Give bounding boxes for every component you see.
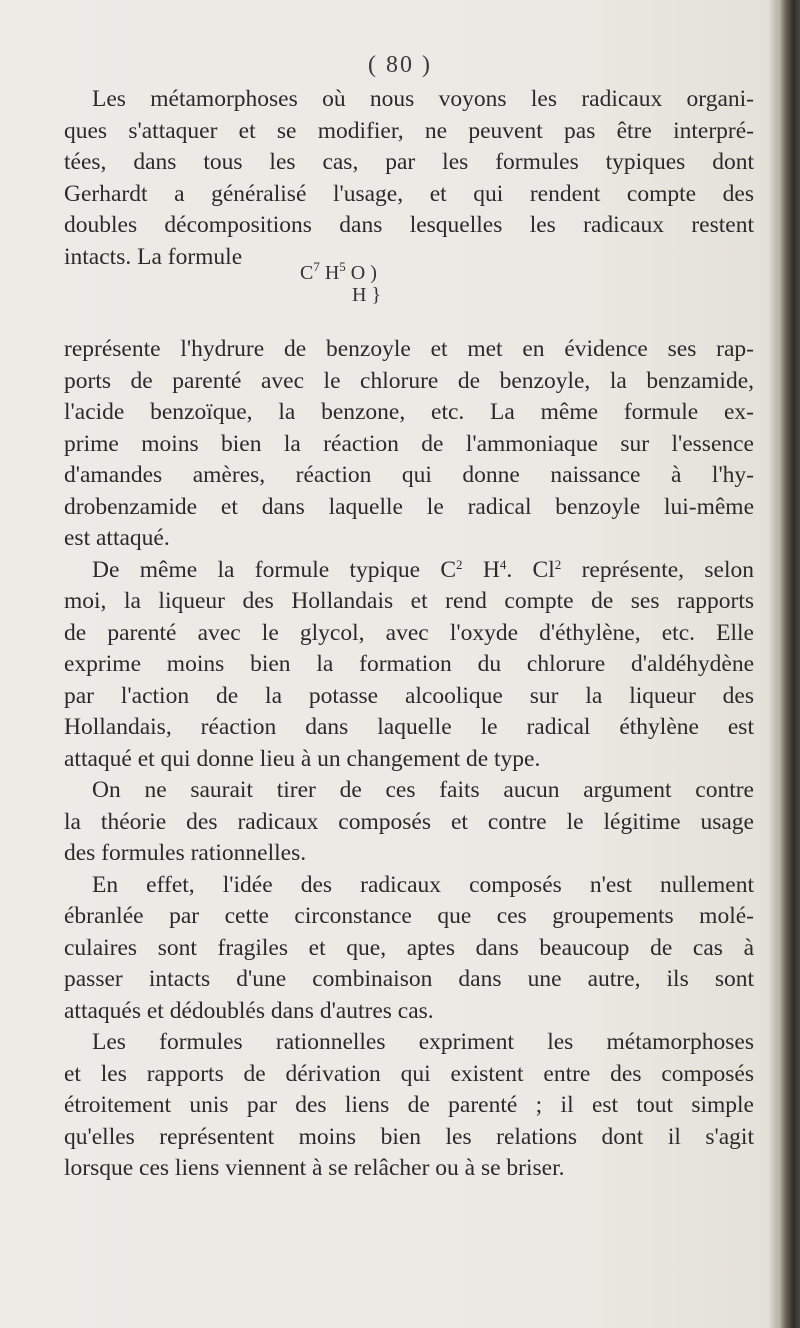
text-line: qu'elles représentent moins bien les relations dont il s'agit (64, 1123, 754, 1150)
text-line: intacts. La formule (64, 243, 243, 270)
text-line: passer intacts d'une combinaison dans une autre, ils sont (64, 966, 754, 992)
text-line: ques s'attaquer et se modifier, ne peuvent pas être interpré- (64, 117, 754, 144)
text-line: Les métamorphoses où nous voyons les radicaux organi- (92, 86, 754, 112)
text-line: de parenté avec le glycol, avec l'oxyde d'éthylène, etc. Elle (64, 619, 754, 646)
text-line: culaires sont fragiles et que, aptes dans beaucoup de cas à (64, 934, 754, 961)
text-line: moi, la liqueur des Hollandais et rend compte de ses rapports (64, 588, 754, 614)
text-line: par l'action de la potasse alcoolique sur la liqueur des (64, 682, 754, 709)
body-text (64, 334, 754, 1185)
text-line: Hollandais, réaction dans laquelle le radical éthylène est (64, 714, 754, 740)
text-line: Gerhardt a généralisé l'usage, et qui rendent compte des (64, 180, 754, 207)
text-line: est attaqué. (64, 525, 170, 551)
page-number: ( 80 ) (368, 52, 432, 78)
text-line: exprime moins bien la formation du chlorure d'aldéhydène (64, 651, 754, 677)
chemical-formula (300, 259, 382, 306)
text-line: l'acide benzoïque, la benzone, etc. La même formule ex- (64, 399, 754, 425)
text-line: prime moins bien la réaction de l'ammoniaque sur l'essence (64, 430, 754, 457)
book-binding-edge (778, 0, 800, 1328)
text-line: d'amandes amères, réaction qui donne naissance à l'hy- (64, 462, 754, 488)
text-line: ébranlée par cette circonstance que ces groupements molé- (64, 903, 754, 929)
text-line: et les rapports de dérivation qui existent entre des composés (64, 1060, 754, 1087)
text-line: attaqué et qui donne lieu à un changement de type. (64, 745, 541, 772)
text-line-formula: De même la formule typique $C^2$ $H^4$. Cl$^2$ représente, selon (92, 556, 754, 583)
text-line: attaqués et dédoublés dans d'autres cas. (64, 997, 434, 1024)
page-shadow (768, 0, 778, 1328)
formula-line-1: $C^7$ $H^5$ O ) (300, 259, 377, 284)
text-line: En effet, l'idée des radicaux composés n'est nullement (92, 871, 754, 898)
paragraph-1 (64, 84, 754, 273)
text-line: drobenzamide et dans laquelle le radical benzoyle lui-même (64, 493, 754, 520)
text-line: des formules rationnelles. (64, 840, 307, 866)
formula-line-2: H } (352, 284, 382, 306)
text-line: ports de parenté avec le chlorure de benzoyle, la benzamide, (64, 367, 754, 394)
text-line: étroitement unis par des liens de parenté ; il est tout simple (64, 1092, 754, 1118)
text-line: On ne saurait tirer de ces faits aucun argument contre (92, 777, 754, 803)
text-line: tées, dans tous les cas, par les formules typiques dont (64, 149, 754, 175)
text-line: la théorie des radicaux composés et contre le légitime usage (64, 808, 754, 835)
text-line: lorsque ces liens viennent à se relâcher ou à se briser. (64, 1155, 565, 1181)
text-line: Les formules rationnelles expriment les métamorphoses (92, 1029, 754, 1055)
text-line: doubles décompositions dans lesquelles les radicaux restent (64, 212, 754, 238)
text-line: représente l'hydrure de benzoyle et met en évidence ses rap- (64, 336, 754, 362)
